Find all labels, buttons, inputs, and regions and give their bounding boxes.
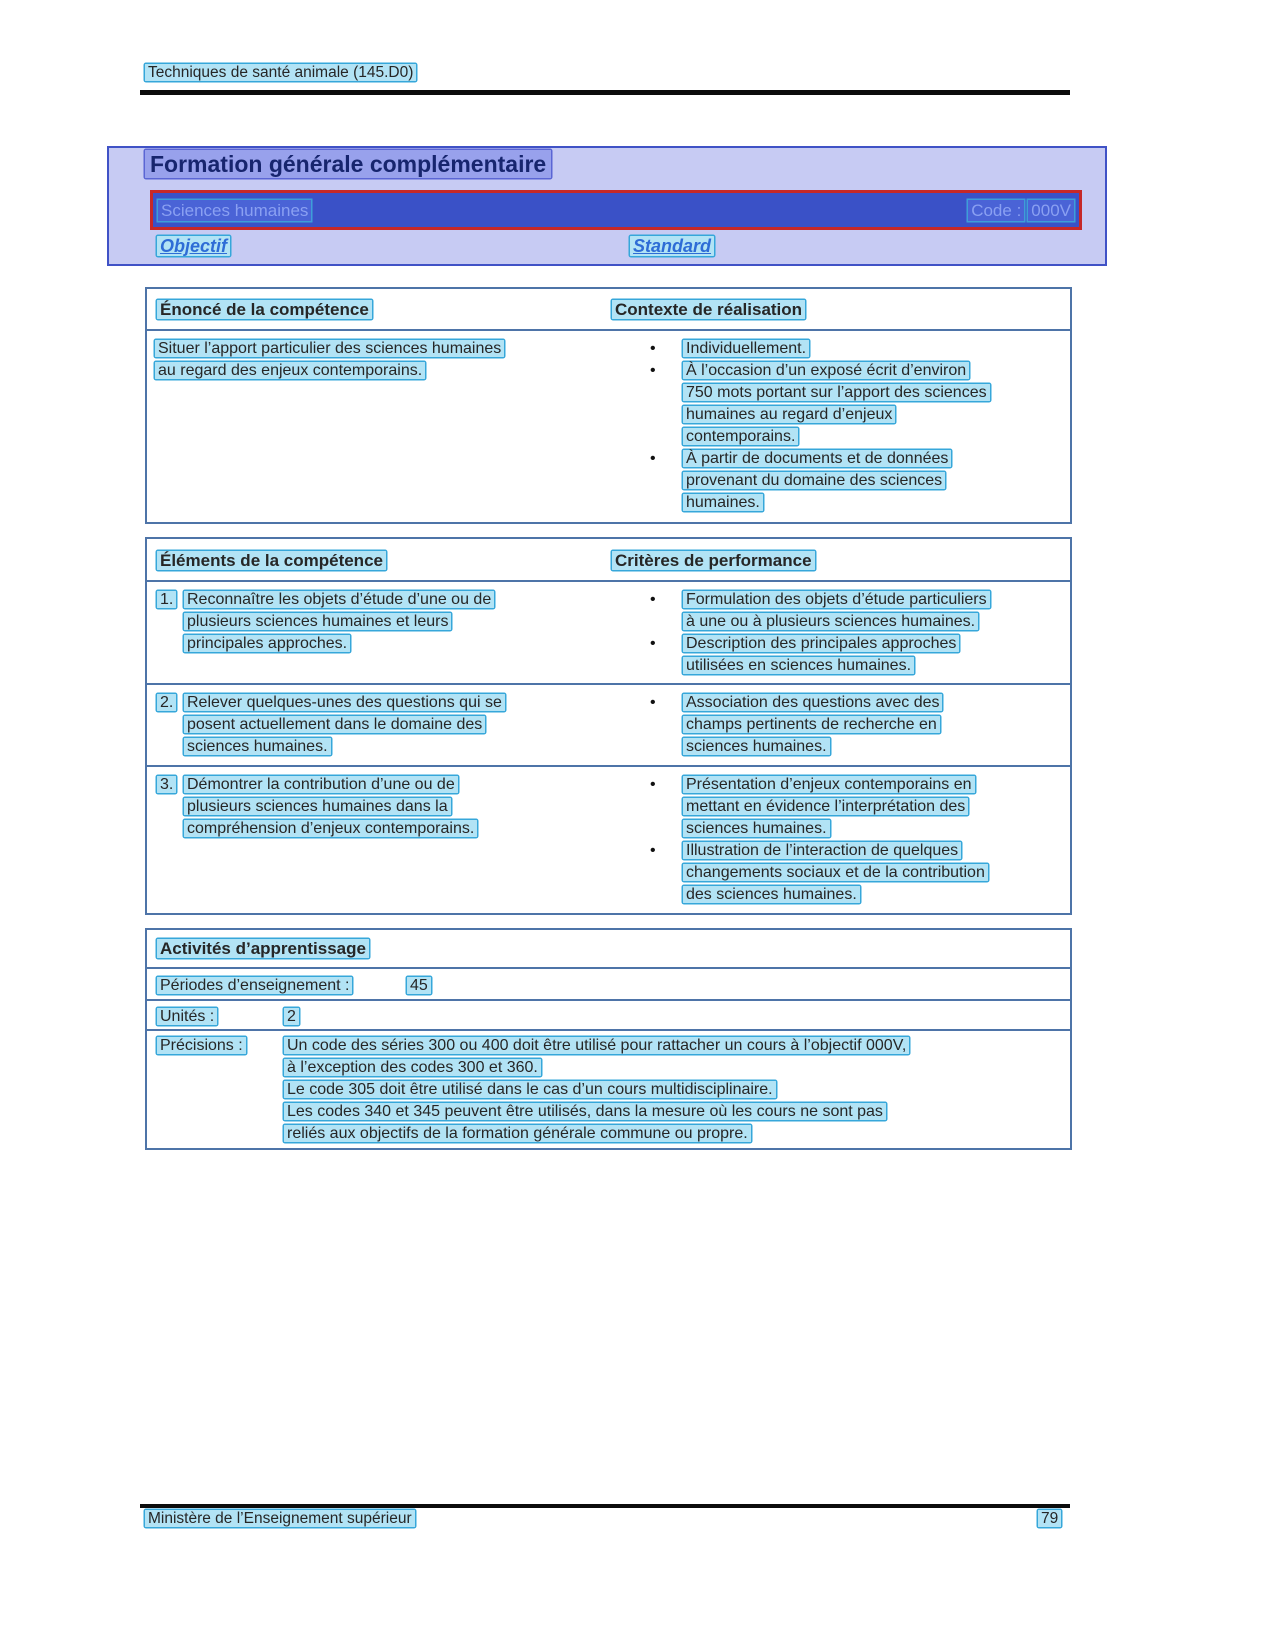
code-label: Code :	[968, 200, 1024, 221]
standard-label-text: Standard	[630, 236, 714, 256]
criteria-line-text: sciences humaines.	[683, 820, 830, 837]
page-header-text: Techniques de santé animale (145.D0)	[145, 64, 416, 81]
bullet-text	[683, 840, 988, 906]
criteria-line-text: Présentation d’enjeux contemporains en	[683, 776, 975, 793]
bullet-line-text: À l’occasion d’un exposé écrit d’environ	[683, 362, 969, 379]
context-bullet-item	[650, 448, 1062, 514]
criteria-line-text: champs pertinents de recherche en	[683, 716, 940, 733]
bullet-icon: •	[650, 340, 656, 357]
element-line	[184, 611, 494, 633]
element-line	[184, 736, 505, 758]
row-number	[157, 774, 184, 796]
bullet-line	[683, 404, 990, 426]
footer-left-text: Ministère de l’Enseignement supérieur	[145, 1510, 415, 1527]
bullet-icon: •	[650, 842, 656, 859]
activities-title	[157, 939, 369, 959]
element-line	[184, 714, 505, 736]
element-line-text: compréhension d’enjeux contemporains.	[184, 820, 477, 837]
criteria-bullet-item	[650, 633, 1062, 677]
precisions-line-text: Un code des séries 300 ou 400 doit être utilisé pour rattacher un cours à l’objectif 000V,	[284, 1037, 909, 1054]
bullet-text	[683, 338, 809, 360]
precisions-text	[284, 1035, 909, 1145]
footer-left	[145, 1510, 415, 1528]
bullet-line-text: humaines au regard d’enjeux	[683, 406, 895, 423]
row-number	[157, 692, 184, 714]
elements-table	[145, 537, 1072, 915]
element-text	[184, 589, 494, 655]
context-bullet-item	[650, 338, 1062, 360]
section-title-text: Formation générale complémentaire	[145, 150, 551, 178]
criteria-line-text: Formulation des objets d’étude particuliers	[683, 591, 990, 608]
periods-label	[157, 975, 352, 997]
element-line	[184, 633, 494, 655]
activities-row-separator	[147, 999, 1070, 1001]
elements-left-header	[157, 551, 386, 571]
criteria-line	[683, 633, 959, 655]
units-label	[157, 1006, 217, 1028]
criteria-line-text: Association des questions avec des	[683, 694, 942, 711]
page-header	[145, 64, 416, 82]
criteria-line	[683, 884, 988, 906]
precisions-line	[284, 1035, 909, 1057]
element-row-1-criteria	[650, 589, 1062, 677]
objectif-label	[157, 236, 230, 257]
element-row-1-left	[157, 589, 494, 655]
criteria-line	[683, 611, 990, 633]
bullet-line-text: Individuellement.	[683, 340, 809, 357]
precisions-line-text: Les codes 340 et 345 peuvent être utilisés, dans la mesure où les cours ne sont pas	[284, 1103, 886, 1120]
competence-left-header-text: Énoncé de la compétence	[157, 300, 372, 319]
criteria-line-text: mettant en évidence l’interprétation des	[683, 798, 968, 815]
units-value-text: 2	[284, 1008, 299, 1025]
element-line-text: plusieurs sciences humaines et leurs	[184, 613, 451, 630]
element-row-3-left	[157, 774, 477, 840]
competence-table	[145, 287, 1072, 524]
objectif-label-text: Objectif	[157, 236, 230, 256]
criteria-line-text: Description des principales approches	[683, 635, 959, 652]
element-row-3-criteria	[650, 774, 1062, 906]
element-row-2-criteria	[650, 692, 1062, 758]
competence-right-header	[612, 300, 805, 320]
bullet-line	[683, 448, 951, 470]
element-text	[184, 692, 505, 758]
element-line-text: Démontrer la contribution d’une ou de	[184, 776, 458, 793]
criteria-line	[683, 714, 942, 736]
page-number-text: 79	[1038, 1510, 1061, 1527]
competence-left-header	[157, 300, 372, 320]
precisions-line	[284, 1079, 909, 1101]
element-line-text: Reconnaître les objets d’étude d’une ou de	[184, 591, 494, 608]
elements-left-header-text: Éléments de la compétence	[157, 551, 386, 570]
bullet-text	[683, 633, 959, 677]
competence-header-rule	[147, 329, 1070, 331]
element-line-text: sciences humaines.	[184, 738, 331, 755]
statement-line	[155, 338, 504, 360]
element-line	[184, 818, 477, 840]
periods-label-text: Périodes d’enseignement :	[157, 977, 352, 994]
element-line-text: plusieurs sciences humaines dans la	[184, 798, 451, 815]
criteria-line-text: à une ou à plusieurs sciences humaines.	[683, 613, 978, 630]
page-number	[1038, 1510, 1061, 1528]
bullet-line-text: provenant du domaine des sciences	[683, 472, 945, 489]
element-row-2-left	[157, 692, 505, 758]
criteria-bullet-item	[650, 589, 1062, 633]
activities-table	[145, 928, 1072, 1150]
bullet-icon: •	[650, 591, 656, 608]
criteria-line-text: sciences humaines.	[683, 738, 830, 755]
bullet-line	[683, 470, 951, 492]
units-label-text: Unités :	[157, 1008, 217, 1025]
criteria-line	[683, 796, 975, 818]
bullet-text	[683, 360, 990, 448]
element-line	[184, 589, 494, 611]
element-text	[184, 774, 477, 840]
precisions-line	[284, 1101, 909, 1123]
precisions-line	[284, 1123, 909, 1145]
bullet-line-text: 750 mots portant sur l’apport des sciences	[683, 384, 990, 401]
bullet-text	[683, 774, 975, 840]
element-line-text: posent actuellement dans le domaine des	[184, 716, 485, 733]
subject-code	[968, 200, 1074, 221]
bullet-icon: •	[650, 776, 656, 793]
bullet-line-text: humaines.	[683, 494, 763, 511]
criteria-bullet-item	[650, 692, 1062, 758]
criteria-bullet-item	[650, 840, 1062, 906]
precisions-line-text: Le code 305 doit être utilisé dans le cas d’un cours multidisciplinaire.	[284, 1081, 776, 1098]
bullet-line	[683, 492, 951, 514]
section-banner	[107, 146, 1107, 266]
criteria-line	[683, 774, 975, 796]
criteria-line	[683, 589, 990, 611]
criteria-line-text: Illustration de l’interaction de quelques	[683, 842, 961, 859]
criteria-line	[683, 692, 942, 714]
bullet-icon: •	[650, 450, 656, 467]
precisions-line	[284, 1057, 909, 1079]
elements-header-rule	[147, 580, 1070, 582]
periods-value-text: 45	[407, 977, 431, 994]
row-number	[157, 589, 184, 611]
element-line	[184, 796, 477, 818]
row-separator	[147, 765, 1070, 767]
activities-row-separator	[147, 1029, 1070, 1031]
bullet-line-text: contemporains.	[683, 428, 798, 445]
criteria-line	[683, 862, 988, 884]
precisions-label-text: Précisions :	[157, 1037, 246, 1054]
bullet-line-text: À partir de documents et de données	[683, 450, 951, 467]
criteria-line	[683, 840, 988, 862]
context-bullet-item	[650, 360, 1062, 448]
footer-rule	[140, 1504, 1070, 1508]
row-number-text: 2.	[157, 694, 176, 711]
elements-right-header-text: Critères de performance	[612, 551, 815, 570]
precisions-label	[157, 1035, 246, 1057]
criteria-line-text: des sciences humaines.	[683, 886, 860, 903]
precisions-line-text: reliés aux objectifs de la formation générale commune ou propre.	[284, 1125, 751, 1142]
bullet-line	[683, 382, 990, 404]
activities-header-rule	[147, 967, 1070, 969]
bullet-line	[683, 360, 990, 382]
competence-right-header-text: Contexte de réalisation	[612, 300, 805, 319]
element-line	[184, 774, 477, 796]
row-number-text: 3.	[157, 776, 176, 793]
criteria-line-text: utilisées en sciences humaines.	[683, 657, 914, 674]
periods-value	[407, 975, 431, 997]
units-value	[284, 1006, 299, 1028]
activities-title-text: Activités d’apprentissage	[157, 939, 369, 958]
code-value: 000V	[1028, 200, 1074, 221]
bullet-text	[683, 692, 942, 758]
statement-line	[155, 360, 504, 382]
statement-line-text: au regard des enjeux contemporains.	[155, 362, 425, 379]
header-rule	[140, 90, 1070, 95]
criteria-bullet-item	[650, 774, 1062, 840]
bullet-icon: •	[650, 635, 656, 652]
standard-label	[630, 236, 714, 257]
bullet-icon: •	[650, 694, 656, 711]
bullet-line	[683, 338, 809, 360]
criteria-line	[683, 818, 975, 840]
elements-right-header	[612, 551, 815, 571]
element-line-text: principales approches.	[184, 635, 350, 652]
section-title	[145, 151, 551, 178]
element-line-text: Relever quelques-unes des questions qui se	[184, 694, 505, 711]
row-number-text: 1.	[157, 591, 176, 608]
subject-bar	[150, 190, 1082, 230]
row-separator	[147, 683, 1070, 685]
criteria-line-text: changements sociaux et de la contribution	[683, 864, 988, 881]
bullet-line	[683, 426, 990, 448]
context-bullet-list	[650, 338, 1062, 514]
criteria-line	[683, 736, 942, 758]
subject-name: Sciences humaines	[158, 200, 311, 221]
bullet-text	[683, 448, 951, 514]
precisions-line-text: à l’exception des codes 300 et 360.	[284, 1059, 541, 1076]
criteria-line	[683, 655, 959, 677]
bullet-text	[683, 589, 990, 633]
statement-line-text: Situer l’apport particulier des sciences humaines	[155, 340, 504, 357]
bullet-icon: •	[650, 362, 656, 379]
element-line	[184, 692, 505, 714]
competence-statement	[155, 338, 504, 382]
